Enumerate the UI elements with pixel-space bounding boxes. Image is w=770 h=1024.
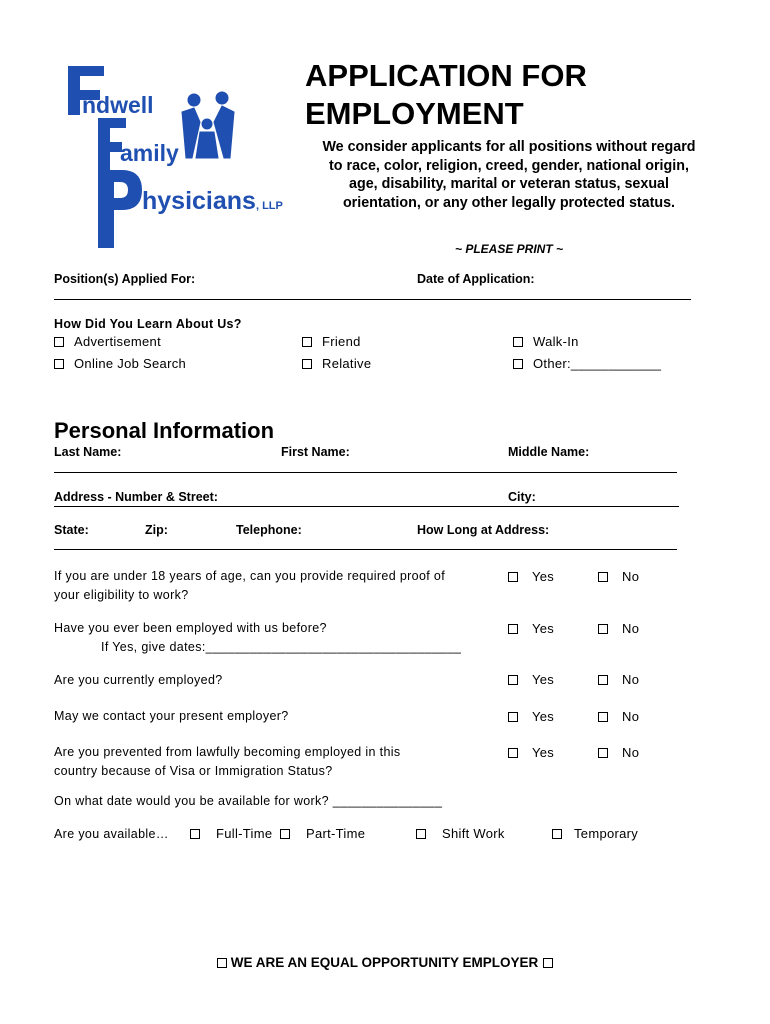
footer-text: WE ARE AN EQUAL OPPORTUNITY EMPLOYER	[230, 955, 539, 970]
logo-line3-text: hysicians	[142, 187, 256, 215]
telephone-label: Telephone:	[236, 523, 302, 537]
option-label: Online Job Search	[74, 356, 187, 371]
no-label: No	[622, 621, 640, 636]
checkbox[interactable]	[508, 748, 518, 758]
state-line[interactable]	[54, 549, 677, 550]
option-relative[interactable]	[302, 356, 371, 371]
option-label: Friend	[322, 334, 361, 349]
q1-line1: If you are under 18 years of age, can you provide required proof of	[54, 569, 446, 583]
option-label: Full-Time	[216, 826, 273, 841]
state-label: State:	[54, 523, 89, 537]
checkbox[interactable]	[302, 359, 312, 369]
question-under-18	[54, 567, 494, 605]
city-label: City:	[508, 490, 536, 504]
yes-label: Yes	[532, 709, 555, 724]
logo-line1: ndwell	[82, 92, 154, 118]
q4-no[interactable]	[598, 709, 639, 724]
option-part-time[interactable]	[280, 826, 365, 841]
option-label: Walk-In	[533, 334, 579, 349]
statement-line1: We consider applicants for all positions without regard	[322, 139, 696, 155]
q3-yes[interactable]	[508, 672, 554, 687]
checkbox[interactable]	[302, 337, 312, 347]
checkbox[interactable]	[508, 675, 518, 685]
name-line[interactable]	[54, 472, 677, 473]
yes-label: Yes	[532, 672, 555, 687]
q2-yes[interactable]	[508, 621, 554, 636]
option-label: Temporary	[574, 826, 639, 841]
option-friend[interactable]	[302, 334, 361, 349]
checkbox[interactable]	[598, 572, 608, 582]
yes-label: Yes	[532, 569, 555, 584]
checkbox[interactable]	[552, 829, 562, 839]
checkbox[interactable]	[54, 337, 64, 347]
checkbox[interactable]	[508, 572, 518, 582]
please-print-note: ~ PLEASE PRINT ~	[454, 242, 564, 256]
option-other[interactable]	[513, 356, 661, 371]
checkbox[interactable]	[508, 712, 518, 722]
no-label: No	[622, 745, 640, 760]
question-dates[interactable]: If Yes, give dates:___________________________________	[101, 640, 462, 654]
middle-name-label: Middle Name:	[508, 445, 590, 459]
yes-label: Yes	[532, 621, 555, 636]
checkbox[interactable]	[54, 359, 64, 369]
checkbox[interactable]	[190, 829, 200, 839]
page-title-line1: APPLICATION FOR	[305, 58, 587, 93]
q1-no[interactable]	[598, 569, 639, 584]
checkbox[interactable]	[598, 675, 608, 685]
statement-line3: age, disability, marital or veteran status, sexual	[349, 176, 669, 192]
checkbox[interactable]	[513, 337, 523, 347]
checkbox[interactable]	[416, 829, 426, 839]
how-long-label: How Long at Address:	[417, 523, 550, 537]
first-name-label: First Name:	[281, 445, 350, 459]
q5-yes[interactable]	[508, 745, 554, 760]
available-date-question[interactable]: On what date would you be available for work? _______________	[54, 794, 443, 808]
option-online-job-search[interactable]	[54, 356, 186, 371]
address-line[interactable]	[54, 506, 679, 507]
logo-suffix: , LLP	[255, 200, 283, 212]
option-walk-in[interactable]	[513, 334, 579, 349]
zip-label: Zip:	[145, 523, 168, 537]
checkbox[interactable]	[598, 624, 608, 634]
option-label: Part-Time	[306, 826, 366, 841]
option-label: Shift Work	[442, 826, 505, 841]
last-name-label: Last Name:	[54, 445, 122, 459]
page-title-line2: EMPLOYMENT	[305, 96, 524, 131]
question-currently-employed: Are you currently employed?	[54, 673, 223, 687]
no-label: No	[622, 569, 640, 584]
checkbox[interactable]	[280, 829, 290, 839]
position-applied-label: Position(s) Applied For:	[54, 272, 196, 286]
no-label: No	[622, 709, 640, 724]
no-label: No	[622, 672, 640, 687]
checkbox[interactable]	[513, 359, 523, 369]
checkbox[interactable]	[598, 712, 608, 722]
q5-line2: country because of Visa or Immigration Status?	[54, 764, 333, 778]
option-advertisement[interactable]	[54, 334, 161, 349]
checkbox[interactable]	[598, 748, 608, 758]
option-label: Advertisement	[74, 334, 161, 349]
address-label: Address - Number & Street:	[54, 490, 218, 504]
footer-box-right-icon	[543, 958, 553, 968]
option-label: Other:____________	[533, 356, 662, 371]
question-visa-status	[54, 743, 494, 781]
q3-no[interactable]	[598, 672, 639, 687]
statement-line4: orientation, or any other legally protected status.	[342, 194, 676, 211]
option-full-time[interactable]	[190, 826, 272, 841]
option-temporary[interactable]	[552, 826, 638, 841]
q4-yes[interactable]	[508, 709, 554, 724]
question-employed-before: Have you ever been employed with us before?	[54, 621, 327, 635]
question-contact-employer: May we contact your present employer?	[54, 709, 289, 723]
logo-line3	[142, 187, 283, 216]
company-logo	[62, 60, 292, 252]
q5-no[interactable]	[598, 745, 639, 760]
q5-line1: Are you prevented from lawfully becoming employed in this	[54, 745, 401, 759]
footer-box-left-icon	[217, 958, 227, 968]
personal-info-heading: Personal Information	[54, 418, 275, 443]
availability-label: Are you available…	[54, 827, 169, 841]
date-of-application-label: Date of Application:	[417, 272, 535, 286]
logo-line2: amily	[120, 140, 179, 166]
q2-no[interactable]	[598, 621, 639, 636]
checkbox[interactable]	[508, 624, 518, 634]
statement-line2: to race, color, religion, creed, gender, national origin,	[329, 157, 689, 174]
option-label: Relative	[322, 356, 372, 371]
yes-label: Yes	[532, 745, 555, 760]
q1-line2: your eligibility to work?	[54, 588, 189, 602]
option-shift-work[interactable]	[416, 826, 505, 841]
eeo-statement	[300, 138, 718, 212]
q1-yes[interactable]	[508, 569, 554, 584]
equal-opportunity-footer	[0, 955, 770, 970]
position-line[interactable]	[54, 299, 691, 300]
learn-question: How Did You Learn About Us?	[54, 317, 242, 331]
